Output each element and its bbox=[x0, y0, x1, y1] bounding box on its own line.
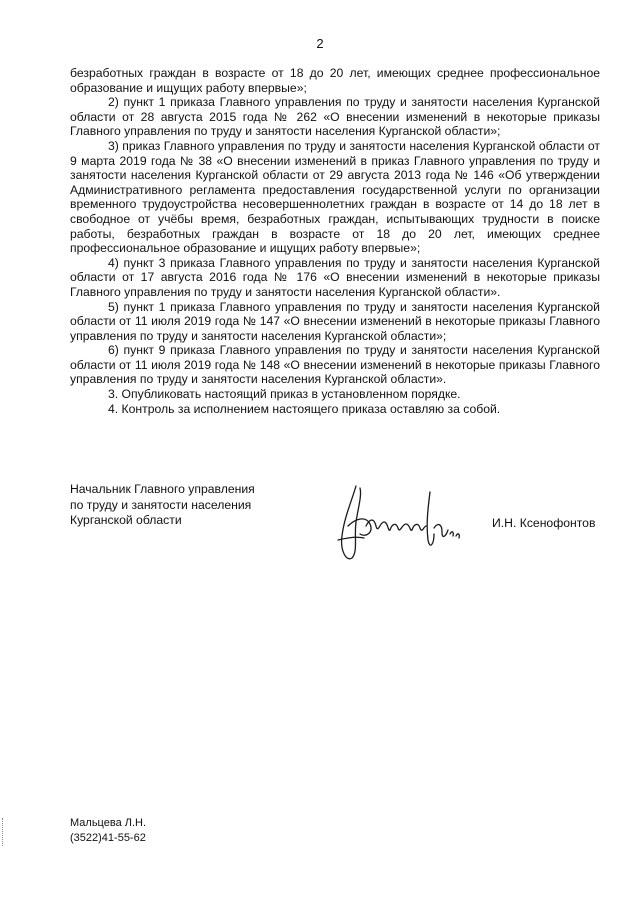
paragraph-item-2: 2) пункт 1 приказа Главного управления по труду и занятости населения Курганской области от 28 августа 2015 года № 262 «О внесении изменений в некоторые приказы Главного управления по труду и занятости населения Курганской области»; bbox=[70, 95, 600, 139]
contact-info bbox=[70, 816, 146, 846]
signatory-title-line-1: Начальник Главного управления bbox=[70, 482, 255, 496]
author-name: Мальцева Л.Н. bbox=[70, 817, 147, 829]
signatory-name: И.Н. Ксенофонтов bbox=[492, 516, 596, 530]
paragraph-item-4: 4) пункт 3 приказа Главного управления по труду и занятости населения Курганской области от 17 августа 2016 года № 176 «О внесении изменений в некоторые приказы Главного управления по труду и занятости населения Курганской области». bbox=[70, 255, 600, 299]
paragraph-item-5: 5) пункт 1 приказа Главного управления по труду и занятости населения Курганской области от 11 июля 2019 года № 147 «О внесении изменений в некоторые приказы Главного управления по труду и занятости населения Курганской области»; bbox=[70, 299, 600, 343]
page-number: 2 bbox=[316, 36, 324, 51]
scan-edge-mark bbox=[2, 818, 5, 846]
paragraph-publish: 3. Опубликовать настоящий приказ в установленном порядке. bbox=[108, 387, 461, 402]
handwritten-signature bbox=[326, 478, 466, 570]
document-body bbox=[70, 66, 600, 416]
paragraph-item-3: 3) приказ Главного управления по труду и занятости населения Курганской области от 9 марта 2019 года № 38 «О внесении изменений в приказ Главного управления по труду и занятости населения Курганской области от 29 августа 2013 года № 146 «Об утверждении Административного регламента предоставления государственной услуги по организации временного трудоустройства несовершеннолетних граждан в возрасте от 14 до 18 лет в свободное от учёбы время, безработных граждан, испытывающих трудности в поиске работы, безработных граждан в возрасте от 18 до 20 лет, имеющих среднее профессиональное образование и ищущих работу впервые»; bbox=[70, 138, 600, 256]
paragraph-continuation: безработных граждан в возрасте от 18 до 20 лет, имеющих среднее профессиональное образование и ищущих работу впервые»; bbox=[70, 66, 600, 95]
author-phone: (3522)41-55-62 bbox=[70, 832, 146, 844]
signatory-title-line-3: Курганской области bbox=[70, 513, 182, 527]
signatory-title-line-2: по труду и занятости населения bbox=[70, 497, 252, 512]
paragraph-control: 4. Контроль за исполнением настоящего приказа оставляю за собой. bbox=[108, 401, 501, 416]
paragraph-item-6: 6) пункт 9 приказа Главного управления по труду и занятости населения Курганской области от 11 июля 2019 года № 148 «О внесении изменений в некоторые приказы Главного управления по труду и занятости населения Курганской области». bbox=[70, 343, 600, 387]
signatory-title bbox=[70, 482, 330, 529]
